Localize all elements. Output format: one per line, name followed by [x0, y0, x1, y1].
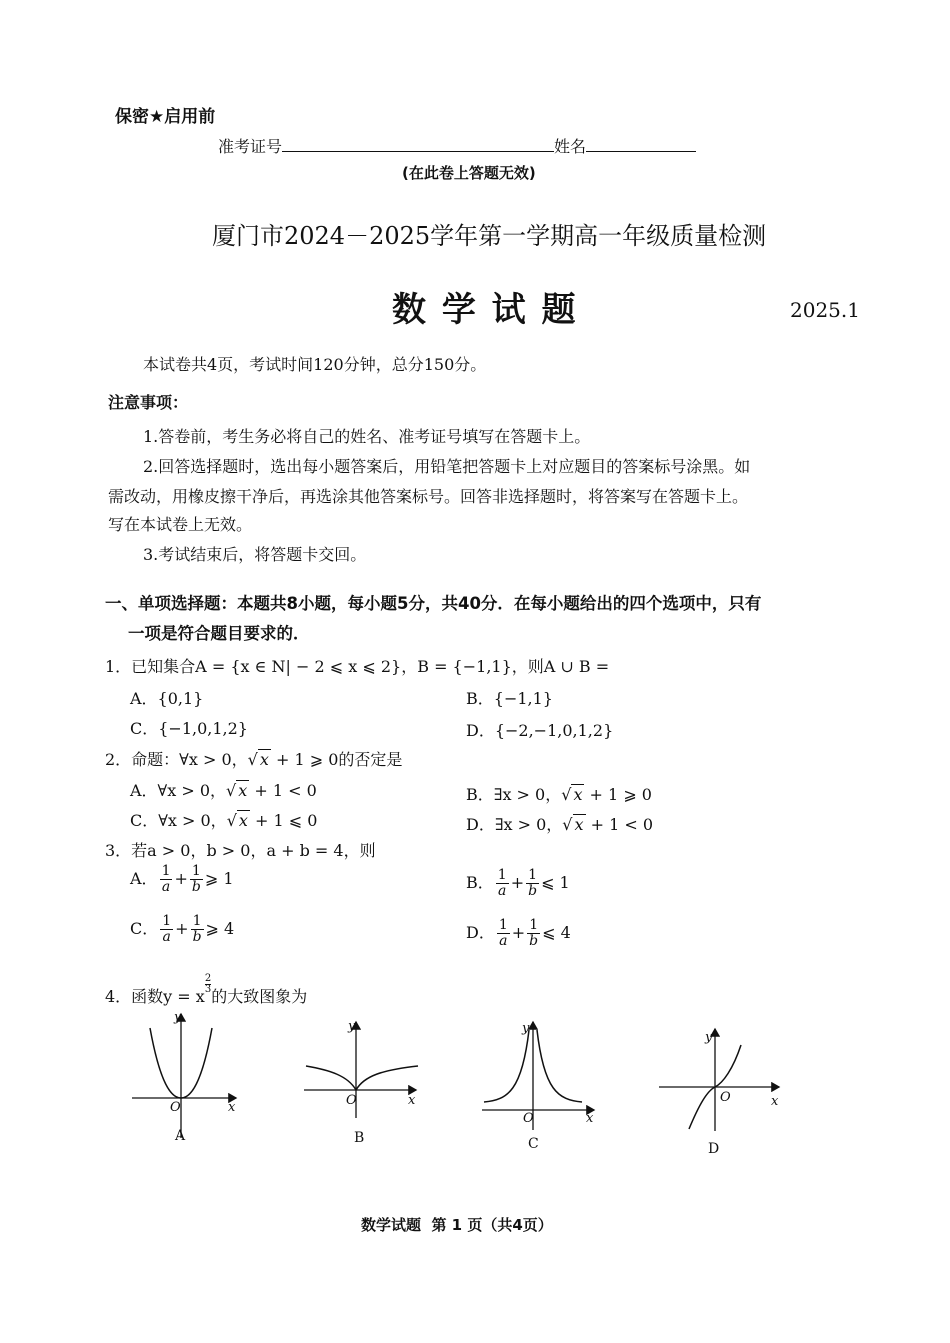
graph-d[interactable] [655, 1025, 785, 1160]
q1-option-c: C．{−1,0,1,2} [130, 719, 248, 738]
q2-option-b: B．∃x > 0，√ x + 1 ⩾ 0 [466, 785, 652, 804]
graph-b-y-label: y [348, 1019, 356, 1034]
name-label: 姓名 [554, 137, 587, 156]
graph-c[interactable] [478, 1018, 603, 1153]
graph-d-origin: O [720, 1090, 731, 1105]
note-item-3: 3.考试结束后，将答题卡交回。 [143, 545, 367, 564]
exam-date: 2025.1 [790, 298, 860, 322]
graph-b-label: B [354, 1130, 365, 1146]
graph-d-label: D [708, 1141, 720, 1157]
q1-option-d: D．{−2,−1,0,1,2} [466, 721, 614, 740]
section-1-heading: 一、单项选择题：本题共8小题，每小题5分，共40分．在每小题给出的四个选项中，只有 [105, 594, 762, 613]
page-footer: 数学试题 第 1 页（共4页） [361, 1216, 553, 1234]
q1-option-a: A．{0,1} [130, 689, 204, 708]
graph-a-label: A [175, 1128, 186, 1144]
graph-b-origin: O [346, 1093, 357, 1108]
graph-a-x-label: x [228, 1100, 236, 1115]
graph-b-curve [306, 1066, 418, 1090]
q3-option-d: D． $\frac{1}{a}$ + $\frac{1}{b}$ ⩽ 4 [466, 917, 571, 949]
q2-option-d: D．∃x > 0，√ x + 1 < 0 [466, 815, 654, 834]
q4-stem: 4．函数y = x $^{\frac{2}{3}}$ 的大致图象为 [105, 973, 308, 1006]
section-1-heading-cont: 一项是符合题目要求的． [128, 624, 310, 643]
q2-stem: 2．命题：∀x > 0，√ x + 1 ⩾ 0的否定是 [105, 750, 403, 769]
note-item-2-line-3: 写在本试卷上无效。 [108, 515, 253, 534]
graph-c-label: C [528, 1136, 539, 1152]
q3-stem: 3．若a > 0，b > 0，a + b = 4，则 [105, 841, 376, 860]
notes-heading: 注意事项： [108, 393, 189, 412]
q1-stem: 1．已知集合A = {x ∈ N| − 2 ⩽ x ⩽ 2}，B = {−1,1}，则A ∪ B = [105, 657, 610, 676]
exam-id-label: 准考证号 [218, 137, 283, 156]
graph-b[interactable] [300, 1018, 425, 1148]
graph-d-y-label: y [705, 1030, 713, 1045]
q3-option-b: B． $\frac{1}{a}$ + $\frac{1}{b}$ ⩽ 1 [466, 867, 570, 899]
name-blank[interactable] [586, 137, 696, 152]
q3-option-a: A． $\frac{1}{a}$ + $\frac{1}{b}$ ⩾ 1 [130, 863, 234, 895]
graph-c-x-label: x [586, 1111, 594, 1126]
exam-id-blank[interactable] [282, 137, 554, 152]
graph-b-x-label: x [408, 1093, 416, 1108]
note-item-1: 1.答卷前，考生务必将自己的姓名、准考证号填写在答题卡上。 [143, 427, 591, 446]
graph-a-origin: O [170, 1100, 181, 1115]
q2-option-c: C．∀x > 0，√ x + 1 ⩽ 0 [130, 811, 318, 830]
invalid-note: (在此卷上答题无效) [402, 164, 536, 182]
note-item-2-line-2: 需改动，用橡皮擦干净后，再选涂其他答案标号。回答非选择题时，将答案写在答题卡上。 [108, 487, 749, 506]
note-item-2-line-1: 2.回答选择题时，选出每小题答案后，用铅笔把答题卡上对应题目的答案标号涂黑。如 [143, 457, 751, 476]
graph-d-x-label: x [771, 1094, 779, 1109]
subject-title: 数 学 试 题 [392, 290, 578, 330]
q2-option-a: A．∀x > 0，√ x + 1 < 0 [130, 781, 317, 800]
q3-option-c: C． $\frac{1}{a}$ + $\frac{1}{b}$ ⩾ 4 [130, 913, 235, 945]
exam-id-row [218, 134, 696, 157]
q1-option-b: B．{−1,1} [466, 689, 553, 708]
graph-a-y-label: y [174, 1010, 182, 1025]
graph-a[interactable] [128, 1008, 248, 1148]
graph-c-origin: O [523, 1111, 534, 1126]
confidential-tag: 保密★启用前 [115, 107, 216, 127]
graph-c-curve-left [484, 1030, 529, 1102]
exam-summary: 本试卷共4页，考试时间120分钟，总分150分。 [143, 355, 487, 374]
graph-c-curve-right [537, 1030, 582, 1102]
exam-title: 厦门市2024－2025学年第一学期高一年级质量检测 [212, 222, 767, 250]
graph-c-y-label: y [522, 1021, 530, 1036]
